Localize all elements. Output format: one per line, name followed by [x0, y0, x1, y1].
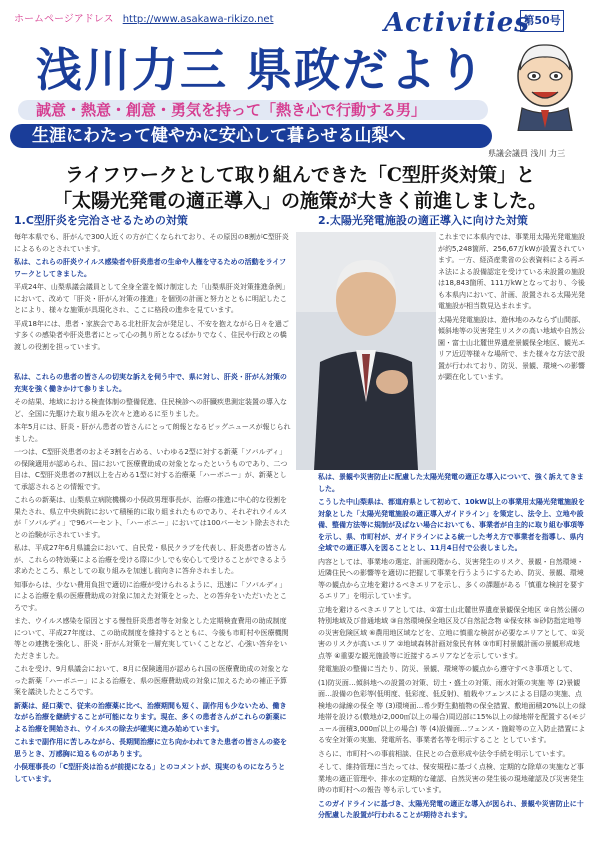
slogan-text: 生涯にわたって健やかに安心して暮らせる山梨へ [32, 126, 406, 146]
left-column-bottom [14, 372, 292, 785]
speaker-photo [296, 232, 436, 470]
homepage-label: ホームページアドレス [14, 14, 114, 25]
page-title: 浅川力三 県政だより [36, 43, 487, 97]
issue-number: 第50号 [520, 10, 564, 32]
paragraph: 平成18年には、患者・家族会である北杜肝友会が発足し、不安を抱えながら日々を過ごす多くの感染者や肝炎患者にとって心の拠り所となるばかりでなく、住民や行政との橋渡しの役割を担っています。 [14, 319, 289, 351]
paragraph: 知事からは、少ない費用負担で適切に治療が受けられるように、迅速に「ソバルディ」による治療を県の医療費助成の対象に加えた対策をとった、との答弁をいただいたところです。 [14, 580, 287, 612]
paragraph: その結果、地域における検査体制の整備促進、住民検診への肝臓疾患測定装置の導入など、全国に先駆けた取り組みを次々と進めるに至りました。 [14, 398, 287, 418]
paragraph: 私は、平成27年6月県議会において、自民党・県民クラブを代表し、肝炎患者の皆さんが、これらの特効薬による治療を受ける際に少しでも安心して受けることができるよう求めたところ、県としての取り組みを加速し前向きに答弁されました。 [14, 544, 287, 575]
headline-line-2: 「太陽光発電の適正導入」の施策が大きく前進しました。 [52, 190, 547, 212]
author-name: 県議会議員 浅川 力三 [488, 149, 566, 158]
highlight-paragraph: 私は、これらの患者の皆さんの切実な訴えを伺う中で、県に対し、肝炎・肝がん対策の充実を強く働きかけて参りました。 [14, 373, 287, 393]
paragraph: 太陽光発電施設は、遊休地のみならず山間部、傾斜地等の災害発生リスクの高い地域や自然公園・富士山北麓世界遺産景観保全地区、観光エリア近辺等様々な場所で、また様々な方法で設置が行われており、防災、景観、環境への影響が顕在化しています。 [438, 315, 585, 381]
paragraph: 毎年本県でも、肝がんで300人近くの方が亡くなられており、その原因の8割がC型肝炎によるものとされています。 [14, 233, 289, 253]
right-column-bottom [318, 472, 586, 822]
headline-line-1: ライフワークとして取り組んできた「C型肝炎対策」と [65, 164, 535, 186]
homepage-address [14, 10, 273, 25]
highlight-paragraph: こうした中山梨県は、都道府県として初めて、10kW以上の事業用太陽光発電施設を対象とした「太陽光発電施設の適正導入ガイドライン」を策定し、法令上、立地や設備、整備方法等に規制が及ばない場合においても、事業者が自主的に取り組む事項等を示し、県、市町村が、ガイドラインによる統一した考え方で事業者を指導し、県内全域での適正導入を図ることとし、11月4日付で公表しました。 [318, 498, 585, 552]
paragraph: さらに、市町村への事前相談、住民との合意形成や法令手続を明示しています。 [318, 749, 570, 758]
guideline-list: (1)防災面…傾斜地への設置の対策、切土・盛土の対策、雨水対策の実施 等 (2)景観面…設備の色彩等(低明度、低彩度、低反射)、植栽やフェンスによる目隠の実施、点検地の縁線の保全 等 (3)環境面…希少野生動植物の保全措置、敷地面積20%以上の緑地帯を設ける(敷地が2,000㎡以上の場合)周辺部に15%以上の緑地帯を配置する(モジュール面積3,000㎡以上の場合) 等 (4)設備面…フェンス・施錠等の立入防止措置による安全対策の実施、発電所名、事業者名等を明示すること としています。 [318, 678, 586, 744]
paragraph: そして、維持管理に当たっては、保安規程に基づく点検、定期的な除草の実施など事業地の適正管理や、排水の定期的な確認、自然災害の発生後の現地確認及び災害発生時の市町村への報告 等も示しています。 [318, 763, 584, 794]
highlight-paragraph: これまで副作用に苦しみながら、長期間治療に立ち向かわれてきた患者の皆さんの姿を思うとき、万感胸に迫るものがあります。 [14, 738, 287, 758]
left-column-top [14, 232, 292, 353]
highlight-paragraph: 私は、これらの肝炎ウイルス感染者や肝炎患者の生命や人権を守るための活動をライフワークとしてきました。 [14, 258, 287, 278]
motto-text: 誠意・熱意・創意・勇気を持って「熱き心で行動する男」 [36, 101, 427, 119]
paragraph: 発電施設の整備に当たり、防災、景観、環境等の観点から遵守すべき事項として、 [318, 665, 577, 673]
right-column-top [438, 232, 586, 384]
highlight-paragraph: 新薬は、経口薬で、従来の治療薬に比べ、治療期間も短く、副作用も少ないため、働きながら治療を継続することが可能になります。現在、多くの患者さんがこれらの新薬による治療を開始され、ウイルスの除去が確実に進み始めています。 [14, 701, 287, 733]
paragraph: 本年5月には、肝炎・肝がん患者の皆さんにとって朗報となるビッグニュースが報じられました。 [14, 423, 291, 443]
homepage-link[interactable]: http://www.asakawa-rikizo.net [122, 14, 274, 25]
highlight-paragraph: このガイドラインに基づき、太陽光発電の適正な導入が図られ、景観や災害防止に十分配慮した設置が行われることが期待されます。 [318, 799, 584, 819]
highlight-paragraph: 私は、景観や災害防止に配慮した太陽光発電の適正な導入について、強く訴えてきました。 [318, 473, 584, 493]
paragraph: また、ウイルス感染を原因とする慢性肝炎患者等を対象とした定期検査費用の助成制度について、平成27年度は、この助成制度を維持するとともに、今後も市町村や医療機関等との連携を強化し、肝炎・肝がん対策を一層充実していくことなど、心強い答弁をいただきました。 [14, 617, 289, 660]
paragraph: これらの新薬は、山梨県立病院機構の小俣政男理事長が、治療の推進に中心的な役割を果たされ、県立中央病院において積極的に取り組まれたものであり、それぞれウイルスが「ソバルディ」で96パーセント、「ハーボニー」においては100パーセント除去されたとの治験が示されています。 [14, 496, 291, 539]
paragraph: 立地を避けるべきエリアとしては、①富士山北麓世界遺産景観保全地区 ②自然公園の特別地域及び普通地域 ③自然環境保全地区及び自然記念物 ④保安林 ⑤砂防指定地等の災害危険区域 ⑥農用地区域などを、立地に慎重な検討が必要なエリアとして、①災害のリスクが高いエリア ②地域森林計画対象民有林 ③市町村景観計画の景観形成地点等 ④重要な観光施設等に近接するエリアなどを示しています。 [318, 605, 585, 660]
paragraph: これを受け、9月県議会において、8月に保険適用が認められ国の医療費助成の対象となった新薬「ハーボニー」による治療を、県の医療費助成の対象に加えるための補正予算案を議決したところです。 [14, 665, 289, 696]
paragraph: これまでに本県内では、事業用太陽光発電施設が約5,248箇所、256,67万kWが設置されています。一方、経済産業省の公表資料による再エネ法による設備認定を受けている未設置の施設は18,843箇所、111万kWとなっており、今後も本県内において、計画、設置される太陽光発電施設が相当数見込まれます。 [438, 233, 585, 310]
section-title-hepatitis: 1.C型肝炎を完治させるための対策 [14, 214, 188, 227]
paragraph: 内容としては、事業地の選定、計画段階から、災害発生のリスク、景観・自然環境・近隣住民への影響等を適切に把握して事業を行うようにするため、防災、景観、環境等の観点から立地を避けるべきエリアを示し、多くの課題がある「慎重な検討を要するエリア」を明示しています。 [318, 557, 584, 600]
paragraph: 一つは、C型肝炎患者のおよそ3割を占める、いわゆる2型に対する新薬「ソバルディ」の保険適用が認められ、国において医療費助成の対象となったというものであり、二つ目は、C型肝炎患者の7割以上を占める1型に対する治療薬「ハーボニー」が、新薬として承認されるとの情報です。 [14, 448, 288, 491]
activities-logo: Activities [384, 8, 530, 38]
highlight-paragraph: 小俣理事長の「C型肝炎は治るが前提になる」とのコメントが、現実のものになろうとしています。 [14, 763, 286, 783]
caricature-portrait [500, 36, 590, 131]
section-title-solar: 2.太陽光発電施設の適正導入に向けた対策 [318, 214, 528, 227]
paragraph: 平成24年、山梨県議会議員として全身全霊を傾け制定した「山梨県肝炎対策推進条例」において、改めて「肝炎・肝がん対策の推進」を個別の計画と努力とともに明記したことにより、様々な施策が具現化され、ここに格段の進歩を見ています。 [14, 283, 289, 314]
